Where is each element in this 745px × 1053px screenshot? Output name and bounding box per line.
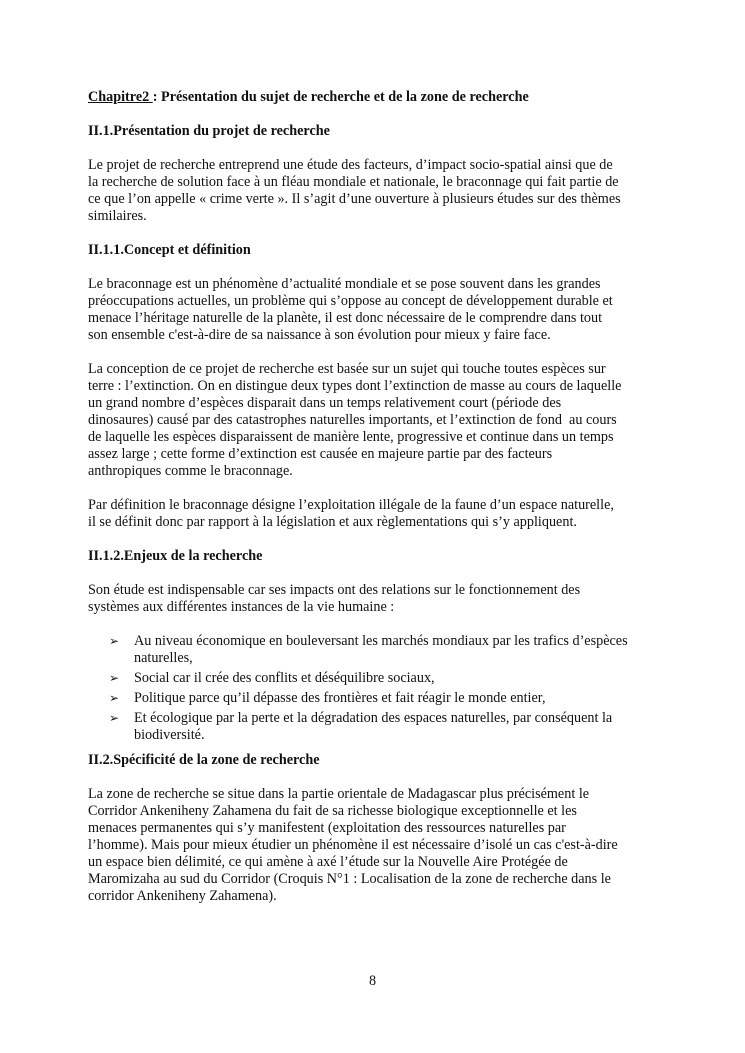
text-line: similaires.	[88, 208, 147, 224]
text-line: Et écologique par la perte et la dégradation des espaces naturelles, par conséquent la	[134, 710, 613, 726]
text-line: de laquelle les espèces disparaissent de manière lente, progressive et continue dans un temps	[88, 429, 614, 445]
section-heading-ii-1-1: II.1.1.Concept et définition	[88, 242, 251, 258]
list-item	[88, 670, 660, 687]
impacts-bullet-list	[88, 633, 660, 744]
section-heading-ii-2: II.2.Spécificité de la zone de recherche	[88, 752, 320, 768]
paragraph-braconnage-definition	[88, 276, 660, 344]
text-line: Son étude est indispensable car ses impacts ont des relations sur le fonctionnement des	[88, 582, 581, 598]
chapter-heading	[88, 89, 660, 106]
arrow-bullet-icon: ➢	[109, 634, 120, 648]
text-line: Corridor Ankeniheny Zahamena du fait de sa richesse biologique exceptionnelle et les	[88, 803, 577, 819]
chapter-title: Présentation du sujet de recherche et de la zone de recherche	[161, 89, 529, 105]
text-line: menaces permanentes qui s’y manifestent (exploitation des ressources naturelles par	[88, 820, 566, 836]
text-line: anthropiques comme le braconnage.	[88, 463, 293, 479]
text-line: corridor Ankeniheny Zahamena).	[88, 888, 277, 904]
text-line: Maromizaha au sud du Corridor (Croquis N°1 : Localisation de la zone de recherche dans le	[88, 871, 611, 887]
section-heading-ii-1-2: II.1.2.Enjeux de la recherche	[88, 548, 263, 564]
text-line: un grand nombre d’espèces disparait dans un temps relativement court (période des	[88, 395, 562, 411]
paragraph-zone-recherche	[88, 786, 660, 905]
list-item	[88, 710, 660, 744]
text-line: Politique parce qu’il dépasse des frontières et fait réagir le monde entier,	[134, 690, 546, 706]
text-line: menace l’héritage naturelle de la planète, il est donc nécessaire de le comprendre dans tout	[88, 310, 603, 326]
text-line: il se définit donc par rapport à la législation et aux règlementations qui s’y appliquent.	[88, 514, 577, 530]
text-line: Le braconnage est un phénomène d’actualité mondiale et se pose souvent dans les grandes	[88, 276, 601, 292]
paragraph-project-presentation	[88, 157, 660, 225]
chapter-separator: :	[152, 89, 162, 105]
text-line: un espace bien délimité, ce qui amène à axé l’étude sur la Nouvelle Aire Protégée de	[88, 854, 568, 870]
text-line: ce que l’on appelle « crime verte ». Il s’agit d’une ouverture à plusieurs études sur des thèmes	[88, 191, 621, 207]
paragraph-enjeux	[88, 582, 660, 616]
arrow-bullet-icon: ➢	[109, 671, 120, 685]
chapter-label: Chapitre2	[88, 89, 153, 105]
text-line: son ensemble c'est-à-dire de sa naissance à son évolution pour mieux y faire face.	[88, 327, 551, 343]
text-line: la recherche de solution face à un fléau mondiale et nationale, le braconnage qui fait partie de	[88, 174, 619, 190]
text-line: systèmes aux différentes instances de la vie humaine :	[88, 599, 395, 615]
section-heading-ii-1: II.1.Présentation du projet de recherche	[88, 123, 330, 139]
text-line: préoccupations actuelles, un problème qui s’oppose au concept de développement durable et	[88, 293, 613, 309]
text-line: La zone de recherche se situe dans la partie orientale de Madagascar plus précisément le	[88, 786, 590, 802]
text-line: biodiversité.	[134, 727, 205, 743]
text-line: Au niveau économique en bouleversant les marchés mondiaux par les trafics d’espèces	[134, 633, 628, 649]
page-content	[88, 89, 660, 905]
arrow-bullet-icon: ➢	[109, 711, 120, 725]
text-line: Le projet de recherche entreprend une étude des facteurs, d’impact socio-spatial ainsi que de	[88, 157, 613, 173]
text-line: l’homme). Mais pour mieux étudier un phénomène il est nécessaire d’isolé un cas c'est-à-dire	[88, 837, 618, 853]
text-line: dinosaures) causé par des catastrophes naturelles importants, et l’extinction de fond au cours	[88, 412, 617, 428]
text-line: La conception de ce projet de recherche est basée sur un sujet qui touche toutes espèces sur	[88, 361, 606, 377]
text-line: Par définition le braconnage désigne l’exploitation illégale de la faune d’un espace naturelle,	[88, 497, 614, 513]
paragraph-legal-definition	[88, 497, 660, 531]
list-item	[88, 633, 660, 667]
text-line: naturelles,	[134, 650, 193, 666]
paragraph-extinction	[88, 361, 660, 480]
list-item	[88, 690, 660, 707]
page-number: 8	[368, 973, 377, 989]
text-line: Social car il crée des conflits et déséquilibre sociaux,	[134, 670, 435, 686]
arrow-bullet-icon: ➢	[109, 691, 120, 705]
text-line: terre : l’extinction. On en distingue deux types dont l’extinction de masse au cours de laquelle	[88, 378, 622, 394]
text-line: assez large ; cette forme d’extinction est causée en majeure partie par des facteurs	[88, 446, 553, 462]
